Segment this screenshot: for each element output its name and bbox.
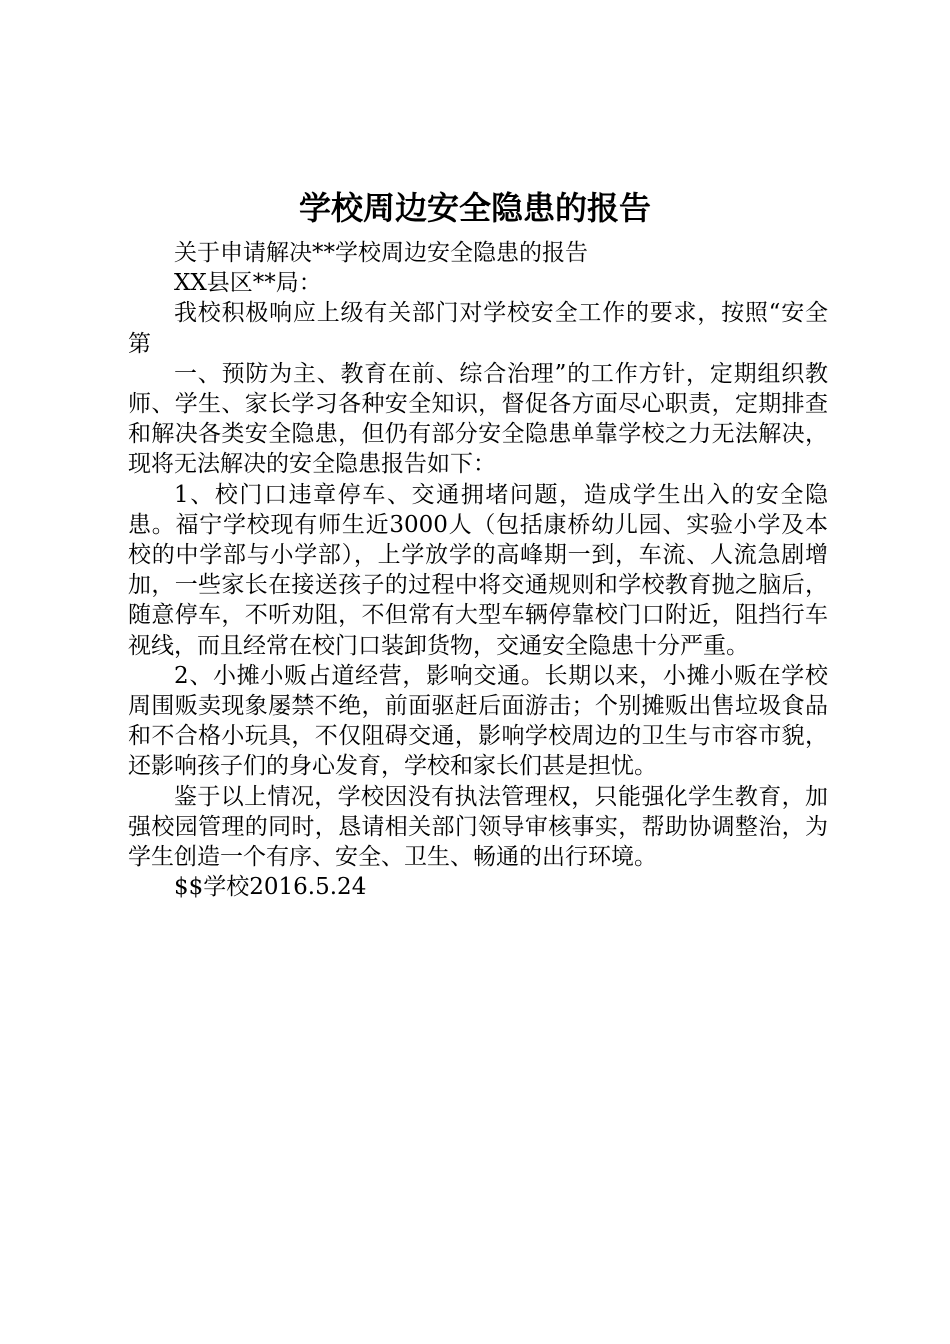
document-title: 学校周边安全隐患的报告 [298,189,651,227]
addressee-line: XX县区**局： [174,270,322,297]
subject-line: 关于申请解决**学校周边安全隐患的报告 [174,240,588,266]
policy-paragraph: 一、预防为主、教育在前、综合治理”的工作方针，定期组织教师、学生、家长学习各种安全知识，督促各方面尽心职责，定期排查和解决各类安全隐患，但仍有部分安全隐患单靠学校之力无法解决，现将无法解决的安全隐患报告如下： [128,360,828,478]
intro-paragraph: 我校积极响应上级有关部门对学校安全工作的要求，按照“安全第 [128,300,828,357]
signature-line: $$学校2016.5.24 [174,874,367,901]
issue-paragraph-1: 1、校门口违章停车、交通拥堵问题，造成学生出入的安全隐患。福宁学校现有师生近3000人（包括康桥幼儿园、实验小学及本校的中学部与小学部），上学放学的高峰期一到，车流、人流急剧增加，一些家长在接送孩子的过程中将交通规则和学校教育抛之脑后，随意停车，不听劝阻，不但常有大型车辆停靠校门口附近，阻挡行车视线，而且经常在校门口装卸货物，交通安全隐患十分严重。 [128,481,828,659]
issue-paragraph-2: 2、小摊小贩占道经营，影响交通。长期以来，小摊小贩在学校周围贩卖现象屡禁不绝，前面驱赶后面游击；个别摊贩出售垃圾食品和不合格小玩具，不仅阻碍交通，影响学校周边的卫生与市容市貌，还影响孩子们的身心发育，学校和家长们甚是担忧。 [128,662,828,780]
conclusion-paragraph: 鉴于以上情况，学校因没有执法管理权，只能强化学生教育，加强校园管理的同时，恳请相关部门领导审核事实，帮助协调整治，为学生创造一个有序、安全、卫生、畅通的出行环境。 [128,783,828,871]
document-body [128,238,828,902]
